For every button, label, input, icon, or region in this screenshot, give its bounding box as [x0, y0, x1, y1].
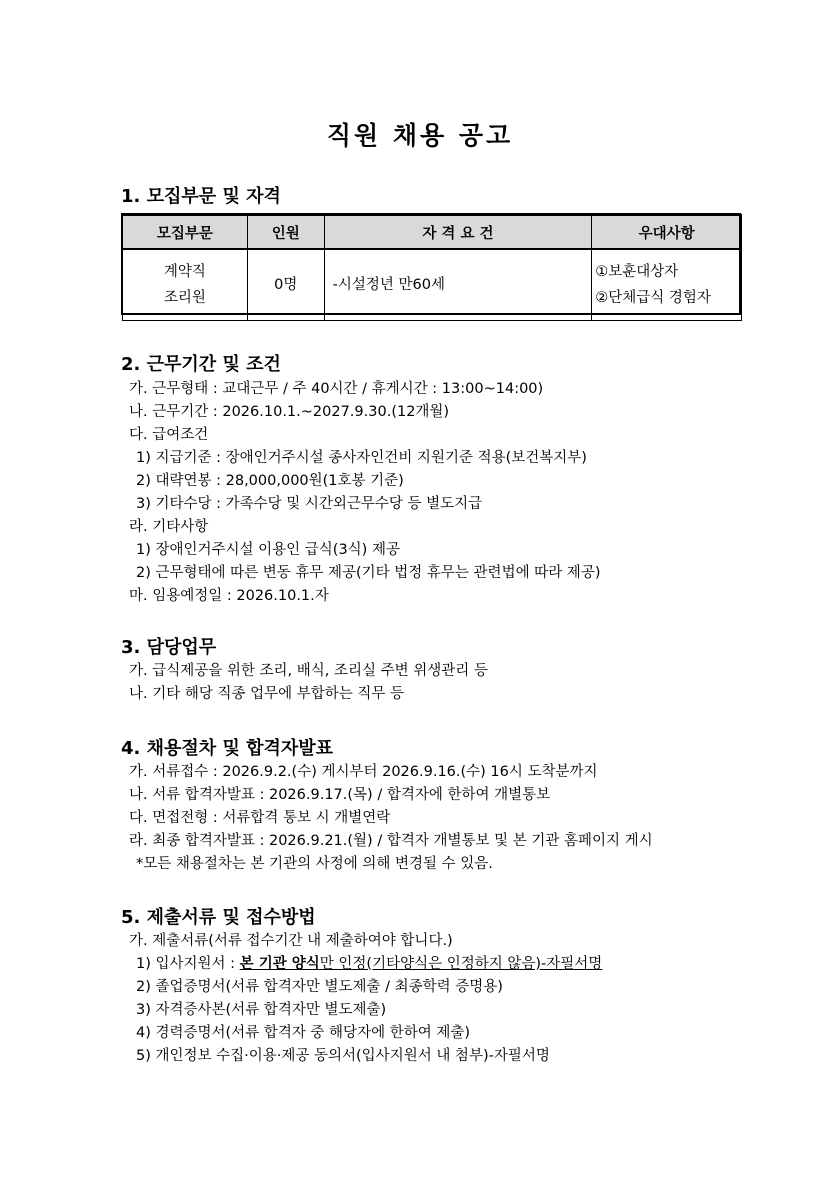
sec5-item-1-suffix: 만 인정(기타양식은 인정하지 않음)-자필서명	[319, 956, 603, 972]
sec2-item-d1: 1) 장애인거주시설 이용인 급식(3식) 제공	[136, 542, 400, 558]
preference-2: ②단체급식 경험자	[595, 290, 711, 306]
sec2-item-d: 라. 기타사항	[129, 519, 209, 535]
cell-qualification: -시설정년 만60세	[324, 249, 592, 321]
sec2-item-c1: 1) 지급기준 : 장애인거주시설 종사자인건비 지원기준 적용(보건복지부)	[136, 450, 587, 466]
header-qualification: 자 격 요 건	[324, 215, 592, 249]
section-1-heading: 1. 모집부문 및 자격	[121, 186, 281, 207]
sec4-note: *모든 채용절차는 본 기관의 사정에 의해 변경될 수 있음.	[136, 856, 493, 872]
cell-count: 0명	[247, 249, 324, 321]
section-3-heading: 3. 담당업무	[121, 637, 217, 658]
table-header-row	[123, 215, 742, 249]
section-2-heading: 2. 근무기간 및 조건	[121, 354, 281, 375]
sec2-item-b: 나. 근무기간 : 2026.10.1.~2027.9.30.(12개월)	[129, 404, 450, 420]
cell-dept	[123, 249, 248, 321]
sec4-item-b: 나. 서류 합격자발표 : 2026.9.17.(목) / 합격자에 한하여 개별통보	[129, 787, 551, 803]
header-count: 인원	[247, 215, 324, 249]
dept-line-2: 조리원	[163, 290, 206, 306]
sec2-item-c3: 3) 기타수당 : 가족수당 및 시간외근무수당 등 별도지급	[136, 496, 483, 512]
sec5-item-4: 4) 경력증명서(서류 합격자 중 해당자에 한하여 제출)	[136, 1025, 470, 1041]
sec2-item-d2: 2) 근무형태에 따른 변동 휴무 제공(기타 법정 휴무는 관련법에 따라 제공)	[136, 565, 601, 581]
sec2-item-a: 가. 근무형태 : 교대근무 / 주 40시간 / 휴게시간 : 13:00~14:00)	[129, 381, 544, 397]
sec5-item-5: 5) 개인정보 수집·이용·제공 동의서(입사지원서 내 첨부)-자필서명	[136, 1048, 550, 1064]
section-4-heading: 4. 채용절차 및 합격자발표	[121, 738, 334, 759]
header-preference: 우대사항	[592, 215, 742, 249]
sec4-item-c: 다. 면접전형 : 서류합격 통보 시 개별연락	[129, 810, 391, 826]
dept-line-1: 계약직	[163, 264, 206, 280]
sec5-item-3: 3) 자격증사본(서류 합격자만 별도제출)	[136, 1002, 387, 1018]
sec4-item-d: 라. 최종 합격자발표 : 2026.9.21.(월) / 합격자 개별통보 및 본 기관 홈페이지 게시	[129, 833, 653, 849]
section-5-heading: 5. 제출서류 및 접수방법	[121, 907, 316, 928]
sec5-item-1-emphasis: 본 기관 양식	[239, 956, 320, 972]
sec5-item-a: 가. 제출서류(서류 접수기간 내 제출하여야 합니다.)	[129, 933, 453, 949]
sec3-item-a: 가. 급식제공을 위한 조리, 배식, 조리실 주변 위생관리 등	[129, 663, 488, 679]
table-row	[123, 249, 742, 321]
preference-1: ①보훈대상자	[595, 264, 679, 280]
header-dept: 모집부문	[123, 215, 248, 249]
page-title: 직원 채용 공고	[326, 121, 514, 150]
sec5-item-1-prefix: 1) 입사지원서 :	[136, 956, 240, 972]
sec5-item-2: 2) 졸업증명서(서류 합격자만 별도제출 / 최종학력 증명용)	[136, 979, 503, 995]
recruitment-table	[122, 214, 742, 321]
sec3-item-b: 나. 기타 해당 직종 업무에 부합하는 직무 등	[129, 686, 404, 702]
sec2-item-e: 마. 임용예정일 : 2026.10.1.자	[129, 588, 329, 604]
sec2-item-c2: 2) 대략연봉 : 28,000,000원(1호봉 기준)	[136, 473, 404, 489]
cell-preference	[592, 249, 742, 321]
sec5-item-1	[136, 954, 602, 974]
sec2-item-c: 다. 급여조건	[129, 427, 209, 443]
sec4-item-a: 가. 서류접수 : 2026.9.2.(수) 게시부터 2026.9.16.(수) 16시 도착분까지	[129, 764, 598, 780]
